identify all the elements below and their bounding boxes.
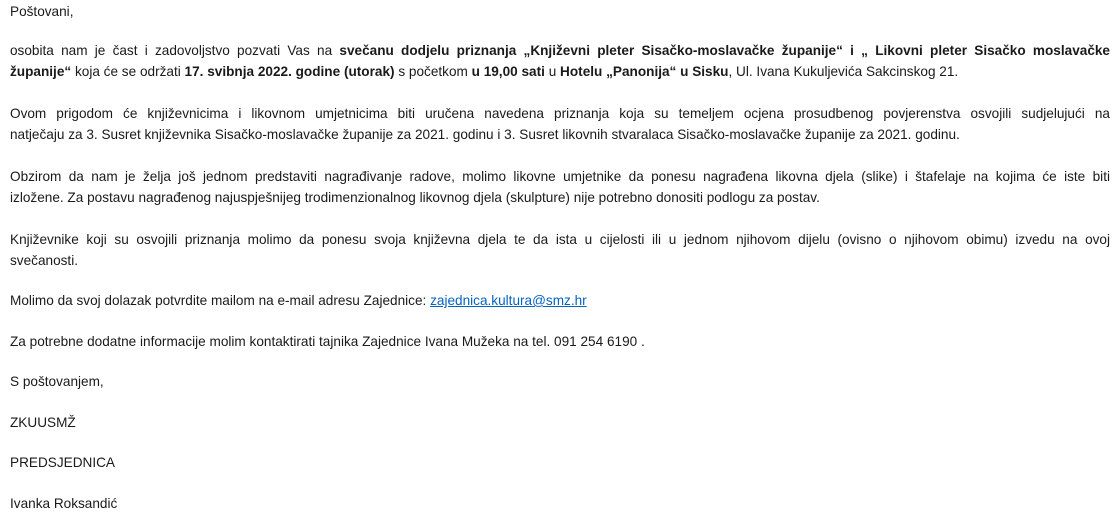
invitation-line-1	[10, 40, 1110, 61]
artworks-line-1: Obzirom da nam je želja još jednom predstaviti nagrađivanje radove, molimo likovne umjetnike da ponesu nagrađena likovna djela (slike) i štafelaje na kojima će iste biti	[10, 169, 1110, 184]
signatory-role: PREDSJEDNICA	[10, 455, 115, 470]
artworks-paragraph	[10, 166, 1110, 208]
invitation-paragraph	[10, 40, 1110, 82]
writers-line-1: Književnike koji su osvojili priznanja molimo da ponesu svoja književna djela te da ista u cijelosti ili u jednom njihovom dijelu (ovisno o njihovom obimu) izvedu na ovoj	[10, 232, 1110, 247]
organization-name: ZKUUSMŽ	[10, 415, 76, 430]
contact-paragraph: Za potrebne dodatne informacije molim kontaktirati tajnika Zajednice Ivana Mužeka na tel. 091 254 6190 .	[10, 334, 645, 349]
event-title-text: svečanu dodjelu priznanja „Književni pleter Sisačko-moslavačke županije“ i „ Likovni pleter Sisačko moslavačke	[339, 43, 1110, 58]
awards-paragraph	[10, 103, 1110, 145]
event-time-text: u 19,00 sati	[471, 64, 545, 79]
artworks-line-2: izložene. Za postavu nagrađenog najuspješnijeg trodimenzionalnog likovnog djela (skulpture) nije potrebno donositi podlogu za postav.	[10, 190, 820, 205]
closing-text: S poštovanjem,	[10, 374, 104, 389]
awards-line-1: Ovom prigodom će književnicima i likovnom umjetnicima biti uručena navedena priznanja koja su temeljem ocjena prosudbenog povjerenstva osvojili sudjelujući na	[10, 106, 1110, 121]
rsvp-paragraph	[10, 290, 1110, 311]
invitation-line-2	[10, 61, 1110, 82]
event-venue-text: Hotelu „Panonija“ u Sisku	[560, 64, 729, 79]
greeting: Poštovani,	[10, 4, 74, 19]
event-address-text: , Ul. Ivana Kukuljevića Sakcinskog 21.	[728, 64, 959, 79]
event-date-text: 17. svibnja 2022. godine (utorak)	[184, 64, 395, 79]
invitation-intro-text: osobita nam je čast i zadovoljstvo pozvati Vas na	[10, 43, 340, 58]
signatory-name: Ivanka Roksandić	[10, 496, 118, 511]
email-link[interactable]: zajednica.kultura@smz.hr	[430, 293, 587, 308]
event-info-text: koja će se održati	[71, 64, 185, 79]
event-title-end-text: županije“	[10, 64, 72, 79]
awards-line-2: natječaju za 3. Susret književnika Sisačko-moslavačke županije za 2021. godinu i 3. Susret likovnih stvaralaca Sisačko-moslavačke županije za 2021. godinu.	[10, 127, 960, 142]
rsvp-text: Molimo da svoj dolazak potvrdite mailom na e-mail adresu Zajednice:	[10, 293, 431, 308]
writers-paragraph	[10, 229, 1110, 271]
event-in-text: u	[544, 64, 561, 79]
event-start-text: s početkom	[394, 64, 472, 79]
writers-line-2: svečanosti.	[10, 253, 79, 268]
